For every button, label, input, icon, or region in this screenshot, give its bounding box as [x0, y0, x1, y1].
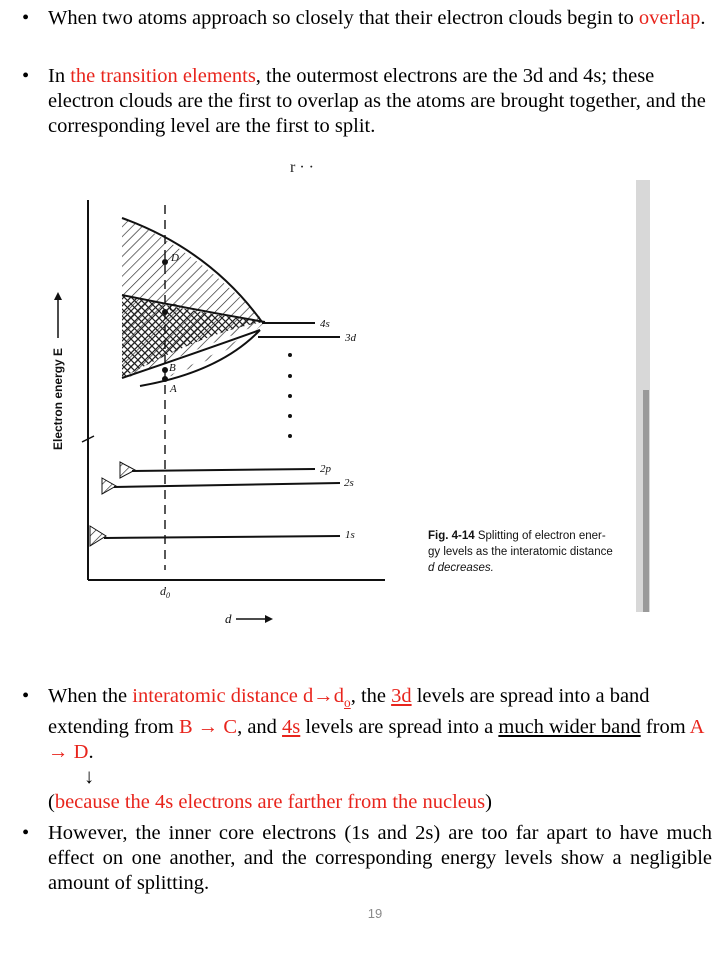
ellipsis-dot — [288, 414, 292, 418]
label-A: A — [170, 383, 177, 395]
figure-caption-line2: gy levels as the interatomic distance — [428, 546, 613, 558]
level-1s-label: 1s — [345, 529, 355, 541]
y-axis-label: Electron energy E — [51, 347, 65, 450]
bullet-interatomic-distance — [22, 684, 712, 815]
bullet-marker: • — [22, 685, 30, 707]
bullet-text: When the interatomic distance $d\to d_o$, the 3d levels are spread into a band extending from B → C, and 4s levels are spread into a much wider band from A → D. ↓ (because the 4s electrons are farther from the nucleus) — [48, 684, 712, 815]
y-axis-label-group — [51, 292, 65, 450]
bullet-transition-elements — [22, 64, 712, 139]
level-3d-label: 3d — [345, 332, 356, 344]
level-4s-label: 4s — [320, 318, 330, 330]
ellipsis-dot — [288, 394, 292, 398]
top-marks: r · · — [290, 159, 314, 176]
bullet-marker: • — [22, 65, 30, 87]
band-2s — [102, 478, 116, 494]
energy-level-splitting-figure — [40, 150, 660, 630]
ellipsis-dot — [288, 353, 292, 357]
bullet-marker: • — [22, 7, 30, 29]
d0-label: $d_0$ — [160, 584, 170, 600]
bullet-marker: • — [22, 822, 30, 844]
bullet-text: When two atoms approach so closely that their electron clouds begin to overlap. — [48, 7, 706, 29]
label-C: C — [169, 302, 177, 314]
level-2p-line — [132, 469, 315, 471]
ellipsis-dot — [288, 434, 292, 438]
x-axis-label: d — [225, 611, 232, 626]
figure-caption-line3: d decreases. — [428, 562, 494, 574]
label-D: D — [171, 252, 179, 264]
point-A — [162, 376, 168, 382]
band-1s — [90, 526, 106, 546]
level-2s-line — [114, 483, 340, 487]
down-arrow: ↓ — [84, 766, 95, 789]
figure-caption-line1: Fig. 4-14 Splitting of electron ener- — [428, 530, 606, 542]
level-2p-label: 2p — [320, 463, 331, 475]
ellipsis-dot — [288, 374, 292, 378]
scan-edge-dark — [643, 390, 649, 612]
level-1s-line — [104, 536, 340, 538]
bullet-overlap — [22, 6, 712, 31]
bullet-text: In the transition elements, the outermost electrons are the 3d and 4s; these electron clouds are the first to overlap as the atoms are brought together, and the corresponding level are the first to split. — [48, 65, 706, 137]
point-B — [162, 367, 168, 373]
page-number: 19 — [367, 906, 383, 921]
bullet-text: However, the inner core electrons (1s and 2s) are too far apart to have much effect on one another, and the corresponding energy levels show a negligible amount of splitting. — [48, 822, 712, 894]
point-C — [162, 309, 168, 315]
bullet-inner-core — [22, 821, 712, 896]
note-line: (because the 4s electrons are farther from the nucleus) — [48, 791, 492, 814]
label-B: B — [169, 362, 176, 374]
point-D — [162, 259, 168, 265]
level-2s-label: 2s — [344, 477, 354, 489]
